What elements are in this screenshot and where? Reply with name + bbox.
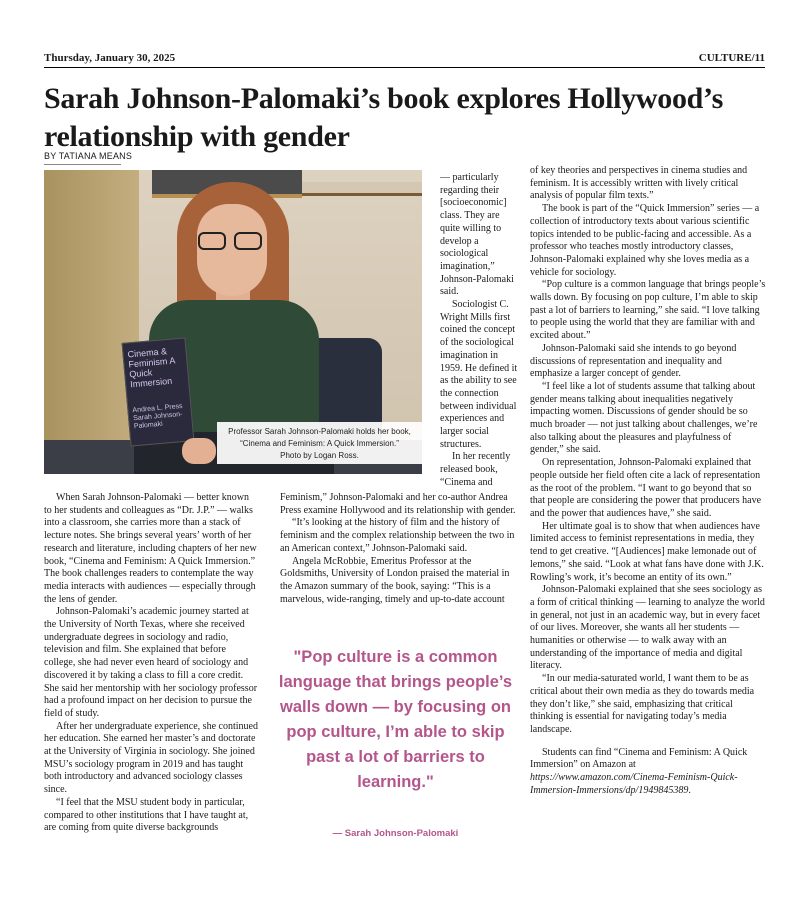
paragraph: Her ultimate goal is to show that when audiences have limited access to feminist representations in media, they tend to get creative. “[Audiences] make lemonade out of lemons,” she said. “Look at what fans have done with J.K. Rowling’s work, it’s become an entity of its own.” — [530, 520, 764, 583]
photo-caption-line: Professor Sarah Johnson-Palomaki holds her book, — [228, 427, 411, 436]
paragraph: of key theories and perspectives in cinema studies and feminism. It is accessibly written with lively critical analysis of popular film texts.” — [530, 165, 748, 202]
paragraph: Johnson-Palomaki explained that she sees sociology as a form of critical thinking — learning to analyze the world in general, not just in an academic way, but in every facet of our lives. Moreover, she wants all her students — humanities or otherwise — to walk away with an understanding of the importance of media and digital literacy. — [530, 584, 765, 672]
masthead — [44, 50, 765, 68]
pull-quote-attribution: — Sarah Johnson-Palomaki — [332, 828, 459, 839]
photo-caption — [217, 422, 422, 464]
paragraph: Johnson-Palomaki said she intends to go beyond discussions of representation and inequality and emphasize a larger concept of gender. — [530, 342, 737, 380]
paragraph: After her undergraduate experience, she continued her education. She earned her master’s and doctorate at the University of Virginia in sociology. She joined MSU’s sociology program in 2019 and has taught both introductory and advanced sociology classes since. — [44, 720, 258, 796]
book-cover-title: Cinema & Feminism A Quick Immersion — [127, 346, 176, 390]
glasses-icon — [198, 232, 266, 250]
book-cover-authors: Andrea L. Press Sarah Johnson-Palomaki — [132, 402, 183, 431]
byline-divider — [44, 164, 121, 165]
closing-paragraph — [530, 747, 766, 798]
paragraph: In her recently released book, “Cinema and — [440, 451, 511, 488]
photo-caption-line: “Cinema and Feminism: A Quick Immersion.” — [240, 439, 399, 448]
paragraph: “I feel like a lot of students assume that talking about gender means talking about inequalities negatively impacting women. Discussions of gender should be so much broader — not just talking about challenges, we’re also talking about the pleasures and playfulness of gender,” she said. — [530, 380, 758, 456]
paragraph: “Pop culture is a common language that brings people’s walls down. By focusing on pop culture, I’m able to skip past a lot of barriers to learning,” she said. “I love talking to people using the world that they are familiar with and excited about.” — [530, 279, 766, 342]
paragraph: — particularly regarding their [socioeconomic] class. They are quite willing to develop a sociological imagination,” Johnson-Palomaki said. — [440, 172, 514, 298]
paragraph: “In our media-saturated world, I want them to be as critical about their own media as they do towards media they don’t like,” she said, emphasizing that critical thinking is essential for navigating today’s media landscape. — [530, 673, 755, 735]
article-column-1 — [44, 492, 258, 835]
paragraph: On representation, Johnson-Palomaki explained that people outside her field often cite a lack of representation as the root of the problem. “I want to go beyond that so that people are considering the power that producers have and the power that audiences have,” she said. — [530, 457, 762, 519]
paragraph: When Sarah Johnson-Palomaki — better known to her students and colleagues as “Dr. J.P.” — walks into a classroom, she carries more than a stack of lecture notes. She brings several years’ worth of her research and literature, including chapters of her new book, “Cinema and Feminism: A Quick Immersion.” The book challenges readers to contemplate the way media interacts with audiences — especially through the lens of gender. — [44, 492, 257, 605]
article-column-3 — [530, 165, 766, 797]
article-column-2-top — [440, 172, 520, 490]
closing-text: Students can find “Cinema and Feminism: A Quick Immersion” on Amazon at — [530, 746, 748, 771]
paragraph: Feminism,” Johnson-Palomaki and her co-author Andrea Press examine Hollywood and its relationship with gender. — [280, 492, 516, 516]
article-column-2-bottom — [280, 492, 521, 606]
paragraph: Johnson-Palomaki’s academic journey started at the University of North Texas, where she received undergraduate degrees in sociology and radio, television and film. She explained that before college, she had never even heard of sociology and discovered it by taking a class to fill a core credit. She said her mentorship with her sociology professor had a profound impact on her decision to pursue the field of study. — [44, 606, 258, 719]
photo-shelf — [302, 182, 422, 196]
article-photo — [44, 170, 422, 474]
paragraph: Sociologist C. Wright Mills first coined the concept of the sociological imagination in 1959. He defined it as the ability to see the connection between individual experiences and larger social structures. — [440, 299, 518, 450]
article-headline: Sarah Johnson-Palomaki’s book explores Hollywood’s relationship with gender — [44, 82, 723, 153]
pull-quote: "Pop culture is a common language that brings people’s walls down — by focusing on pop culture, I’m able to skip past a lot of barriers to learning." — [278, 648, 513, 791]
closing-text: . — [688, 784, 691, 796]
issue-date: Thursday, January 30, 2025 — [44, 52, 176, 64]
paragraph: “I feel that the MSU student body in particular, compared to other institutions that I have taught at, are coming from quite diverse backgrounds — [44, 796, 249, 834]
byline: BY TATIANA MEANS — [44, 151, 133, 161]
photo-subject-face — [197, 204, 267, 296]
photo-wall-left — [44, 170, 139, 474]
paragraph: Angela McRobbie, Emeritus Professor at the Goldsmiths, University of London praised the material in the Amazon summary of the book, saying: “This is a marvelous, wide-ranging, timely and up-to-date account — [280, 555, 510, 605]
section-page-label: CULTURE/11 — [698, 52, 765, 64]
book-cover — [122, 337, 195, 446]
paragraph: The book is part of the “Quick Immersion” series — a collection of introductory texts about various scientific topics intended to be public-facing and accessible. As a professor who teaches mostly introductory classes, Johnson-Palomaki explained why she loves media as a vehicle for sociology. — [530, 203, 760, 278]
paragraph: “It’s looking at the history of film and the history of feminism and the complex relationship between the two in an American context,” Johnson-Palomaki said. — [280, 517, 515, 554]
photo-subject-hand — [182, 438, 216, 464]
amazon-link[interactable]: https://www.amazon.com/Cinema-Feminism-Quick-Immersion-Immersions/dp/1949845389 — [530, 772, 738, 796]
photo-caption-credit: Photo by Logan Ross. — [280, 451, 359, 460]
